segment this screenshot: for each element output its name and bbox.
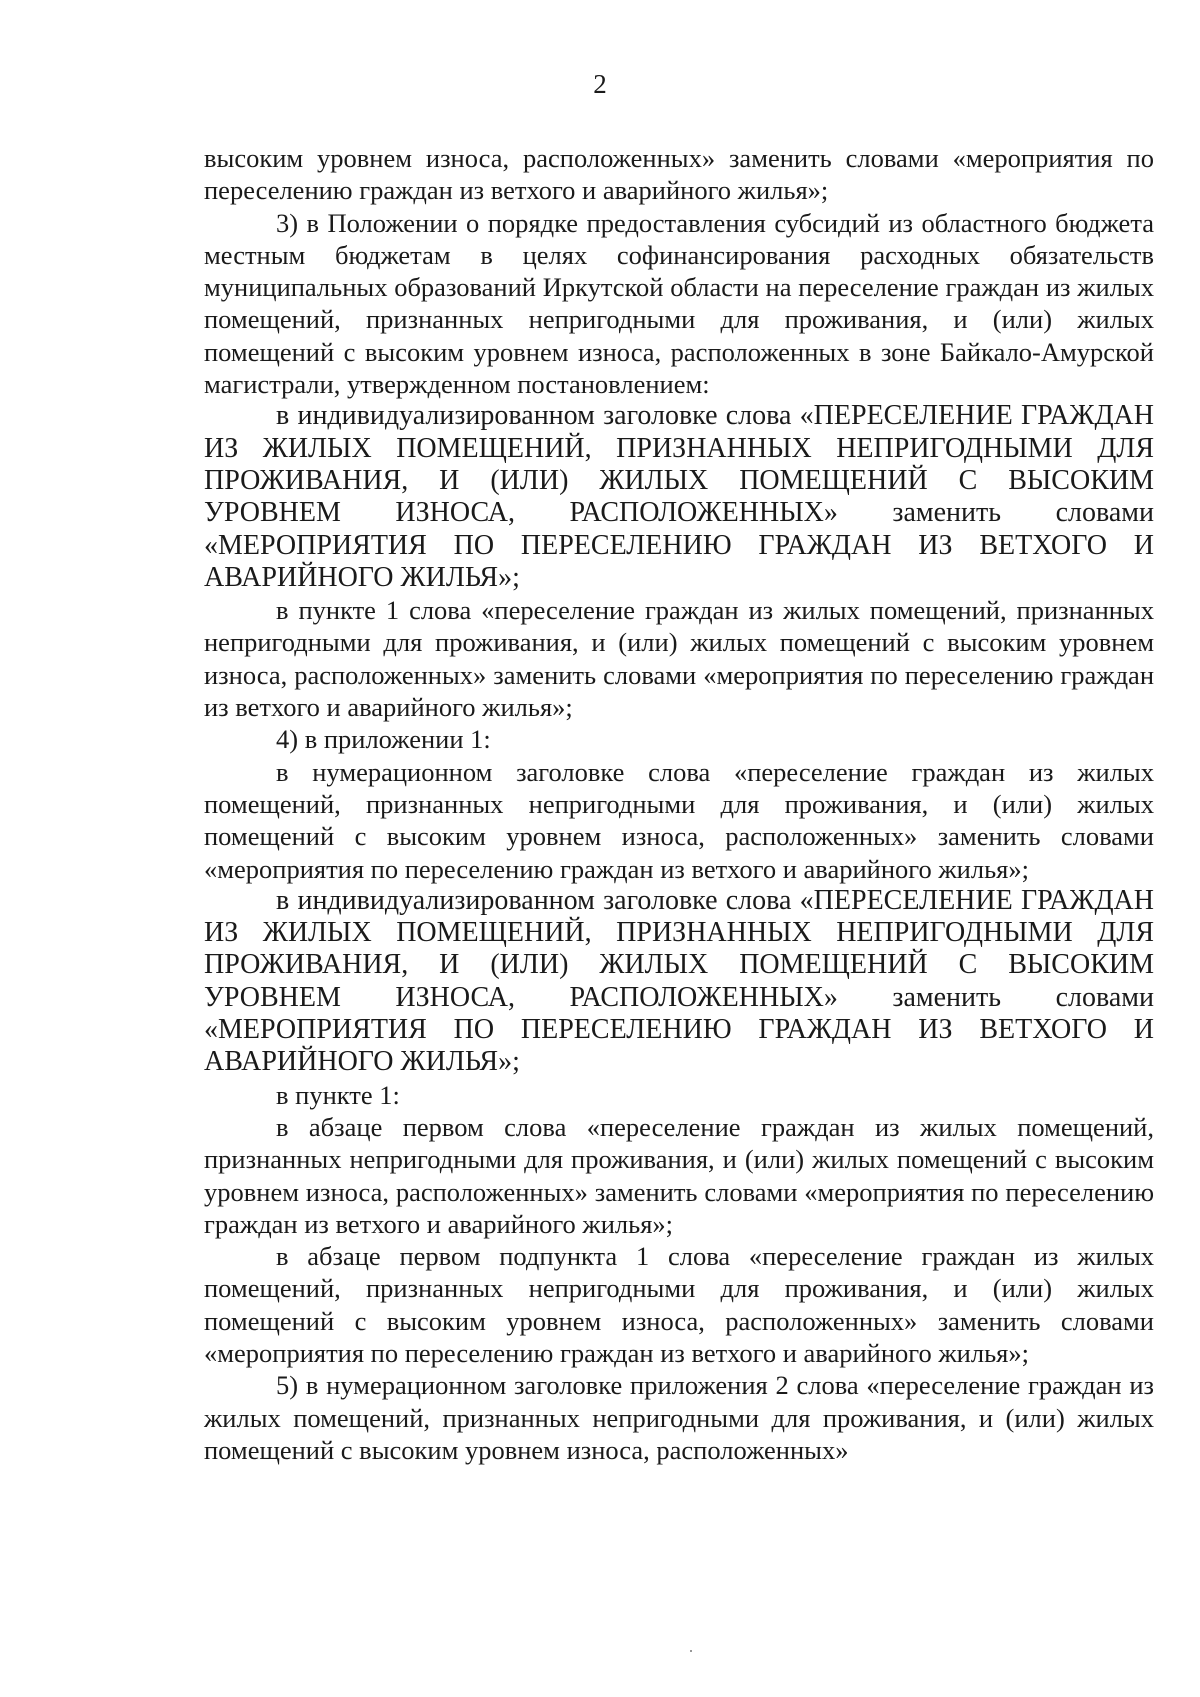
paragraph-heading-replacement-1: в индивидуализированном заголовке слова «ПЕРЕСЕЛЕНИЕ ГРАЖДАН ИЗ ЖИЛЫХ ПОМЕЩЕНИЙ, ПРИЗНАННЫХ НЕПРИГОДНЫМИ ДЛЯ ПРОЖИВАНИЯ, И (ИЛИ) ЖИЛЫХ ПОМЕЩЕНИЙ С ВЫСОКИМ УРОВНЕМ ИЗНОСА, РАСПОЛОЖЕННЫХ» заменить словами «МЕРОПРИЯТИЯ ПО ПЕРЕСЕЛЕНИЮ ГРАЖДАН ИЗ ВЕТХОГО И АВАРИЙНОГО ЖИЛЬЯ»; <box>204 400 1154 593</box>
paragraph-subpoint-1: в абзаце первом подпункта 1 слова «переселение граждан из жилых помещений, признанных непригодными для проживания, и (или) жилых помещений с высоким уровнем износа, расположенных» заменить словами «мероприятия по переселению граждан из ветхого и аварийного жилья»; <box>204 1241 1154 1368</box>
paragraph-point-1: в пункте 1: <box>276 1079 400 1110</box>
scan-speck <box>690 1650 692 1652</box>
document-body <box>204 142 1154 1466</box>
paragraph-numbered-heading-replacement: в нумерационном заголовке слова «переселение граждан из жилых помещений, признанных непригодными для проживания, и (или) жилых помещений с высоким уровнем износа, расположенных» заменить словами «мероприятия по переселению граждан из ветхого и аварийного жилья»; <box>204 756 1154 884</box>
paragraph-heading-replacement-2: в индивидуализированном заголовке слова «ПЕРЕСЕЛЕНИЕ ГРАЖДАН ИЗ ЖИЛЫХ ПОМЕЩЕНИЙ, ПРИЗНАННЫХ НЕПРИГОДНЫМИ ДЛЯ ПРОЖИВАНИЯ, И (ИЛИ) ЖИЛЫХ ПОМЕЩЕНИЙ С ВЫСОКИМ УРОВНЕМ ИЗНОСА, РАСПОЛОЖЕННЫХ» заменить словами «МЕРОПРИЯТИЯ ПО ПЕРЕСЕЛЕНИЮ ГРАЖДАН ИЗ ВЕТХОГО И АВАРИЙНОГО ЖИЛЬЯ»; <box>204 884 1154 1078</box>
page-number: 2 <box>593 69 607 99</box>
paragraph-continuation: высоким уровнем износа, расположенных» заменить словами «мероприятия по переселению граждан из ветхого и аварийного жилья»; <box>204 143 1154 206</box>
paragraph-item-3: 3) в Положении о порядке предоставления субсидий из областного бюджета местным бюджетам в целях софинансирования расходных обязательств муниципальных образований Иркутской области на переселение граждан из жилых помещений, признанных непригодными для проживания, и (или) жилых помещений с высоким уровнем износа, расположенных в зоне Байкало-Амурской магистрали, утвержденном постановлением: <box>204 207 1154 400</box>
paragraph-first-abzac: в абзаце первом слова «переселение граждан из жилых помещений, признанных непригодными для проживания, и (или) жилых помещений с высоким уровнем износа, расположенных» заменить словами «мероприятия по переселению граждан из ветхого и аварийного жилья»; <box>204 1111 1154 1239</box>
paragraph-item-4: 4) в приложении 1: <box>276 724 491 755</box>
paragraph-point-1-replacement: в пункте 1 слова «переселение граждан из жилых помещений, признанных непригодными для проживания, и (или) жилых помещений с высоким уровнем износа, расположенных» заменить словами «мероприятия по переселению граждан из ветхого и аварийного жилья»; <box>204 595 1154 723</box>
paragraph-item-5: 5) в нумерационном заголовке приложения 2 слова «переселение граждан из жилых помещений, признанных непригодными для проживания, и (или) жилых помещений с высоким уровнем износа, расположенных» <box>204 1370 1154 1465</box>
